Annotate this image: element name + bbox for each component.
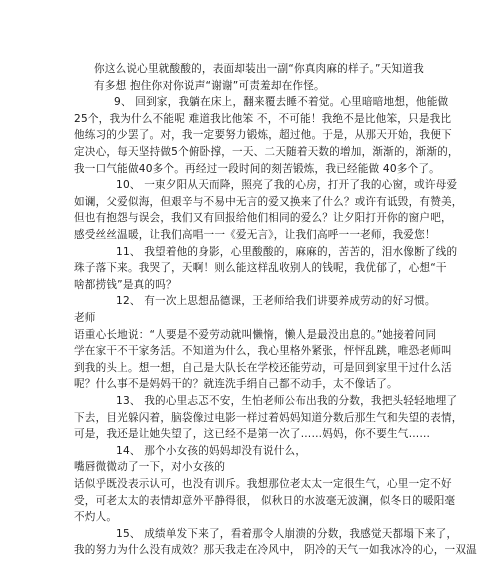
text-line: 12、 有一次上思想品德课，王老师给我们讲要养成劳动的好习惯。 [116,295,436,308]
text-line: 受，可老太太的表情却意外平静得很， 似秋日的水波毫无波澜，似冬日的暖阳毫 [74,494,456,507]
text-line: 但也有抱怨与误会，我们又有回报给他们相同的爱么？让夕阳打开你的窗户吧， [74,212,452,225]
text-line: 我的努力为什么没有成效？那天我走在冷风中， 阴冷的天气一如我冰冷的心，一双温 [74,544,477,557]
text-line: 呢？什么事不是妈妈干的？就连洗手绢自己都不动手，太不像话了。 [74,378,398,391]
text-line: 啥都捞钱”是真的吗？ [74,278,177,291]
text-line: 老师 [74,312,96,324]
text-line: 下去，目光躲闪着，脑袋像过电影一样过着妈妈知道分数后那生气和失望的表情， [74,411,463,424]
text-line: 我一口气能做40多个。再经过一段时间的刻苦锻炼，我已经能做 40多个了。 [74,162,440,175]
text-line: 珠子落下来。我哭了，天啊！则么能这样乱收别人的钱呢，我优郁了，心想“干 [74,262,447,275]
text-line: 嘴唇微微动了一下，对小女孩的 [74,461,226,474]
text-line: 到我的头上。想一想，自己是大队长在学校还能劳动，可是回到家里干过什么活 [74,361,452,374]
text-line: 学在家干不干家务活。不知道为什么，我心里格外紧张，怦怦乱跳，唯恐老师叫 [74,345,452,358]
text-line: 你这么说心里就酸酸的，表面却装出一副“你真肉麻的样子。”天知道我 [94,63,424,75]
text-line: 感受丝丝温暖，让我们高唱一一《爱无言》，让我们高呼一一老师，我爱您！ [74,229,436,241]
text-line: 定决心，每天坚持做5个俯卧撑，一天、二天随着天数的增加，渐渐的，渐渐的， [74,146,459,158]
text-line: 13、 我的心里忐忑不安，生怕老师公布出我的分数，我把头轻轻地埋了 [116,395,458,407]
text-line: 语重心长地说：“人要是不爱劳动就叫懒惰，懒人是最没出息的。”她接着问同 [74,328,437,341]
text-line: 15、 成绩单发下来了，看着那令人崩溃的分数，我感觉天都塌下来了， [116,527,458,540]
text-line: 如谰，父爱似海，但艰辛与不易中无言的爱又换来了什么？或许有诋毁，有赞美， [74,195,463,208]
text-line: 不灼人。 [74,511,118,524]
text-line: 话似乎既没表示认可，也没有训斥。我想那位老太太一定很生气，心里一定不好 [74,478,452,490]
text-line: 10、 一束夕阳从天而降，照亮了我的心房，打开了我的心窗，或许母爱 [116,179,458,192]
text-line: 他练习的少罢了。对，我一定要努力锻炼，超过他。于是，从那天开始，我便下 [74,129,452,142]
text-line: 25个，我为什么不能呢 难道我比他笨 不，不可能！我绝不是比他笨，只是我比 [74,112,452,125]
text-line: 14、 那个小女孩的妈妈却没有说什么， [116,444,307,457]
text-line: 有多想 抱住你对你说声“谢谢”可责羞却在作怪。 [94,79,325,92]
text-line: 可是，我还是让她失望了，这已经不是第一次了……妈妈，你不要生气…… [74,428,431,441]
text-line: 9、 回到家，我躺在床上，翻来覆去睡不着觉。心里暗暗地想，他能做 [114,96,449,109]
text-line: 11、 我望着他的身影，心里酸酸的，麻麻的，苦苦的，泪水像断了线的 [116,245,458,258]
